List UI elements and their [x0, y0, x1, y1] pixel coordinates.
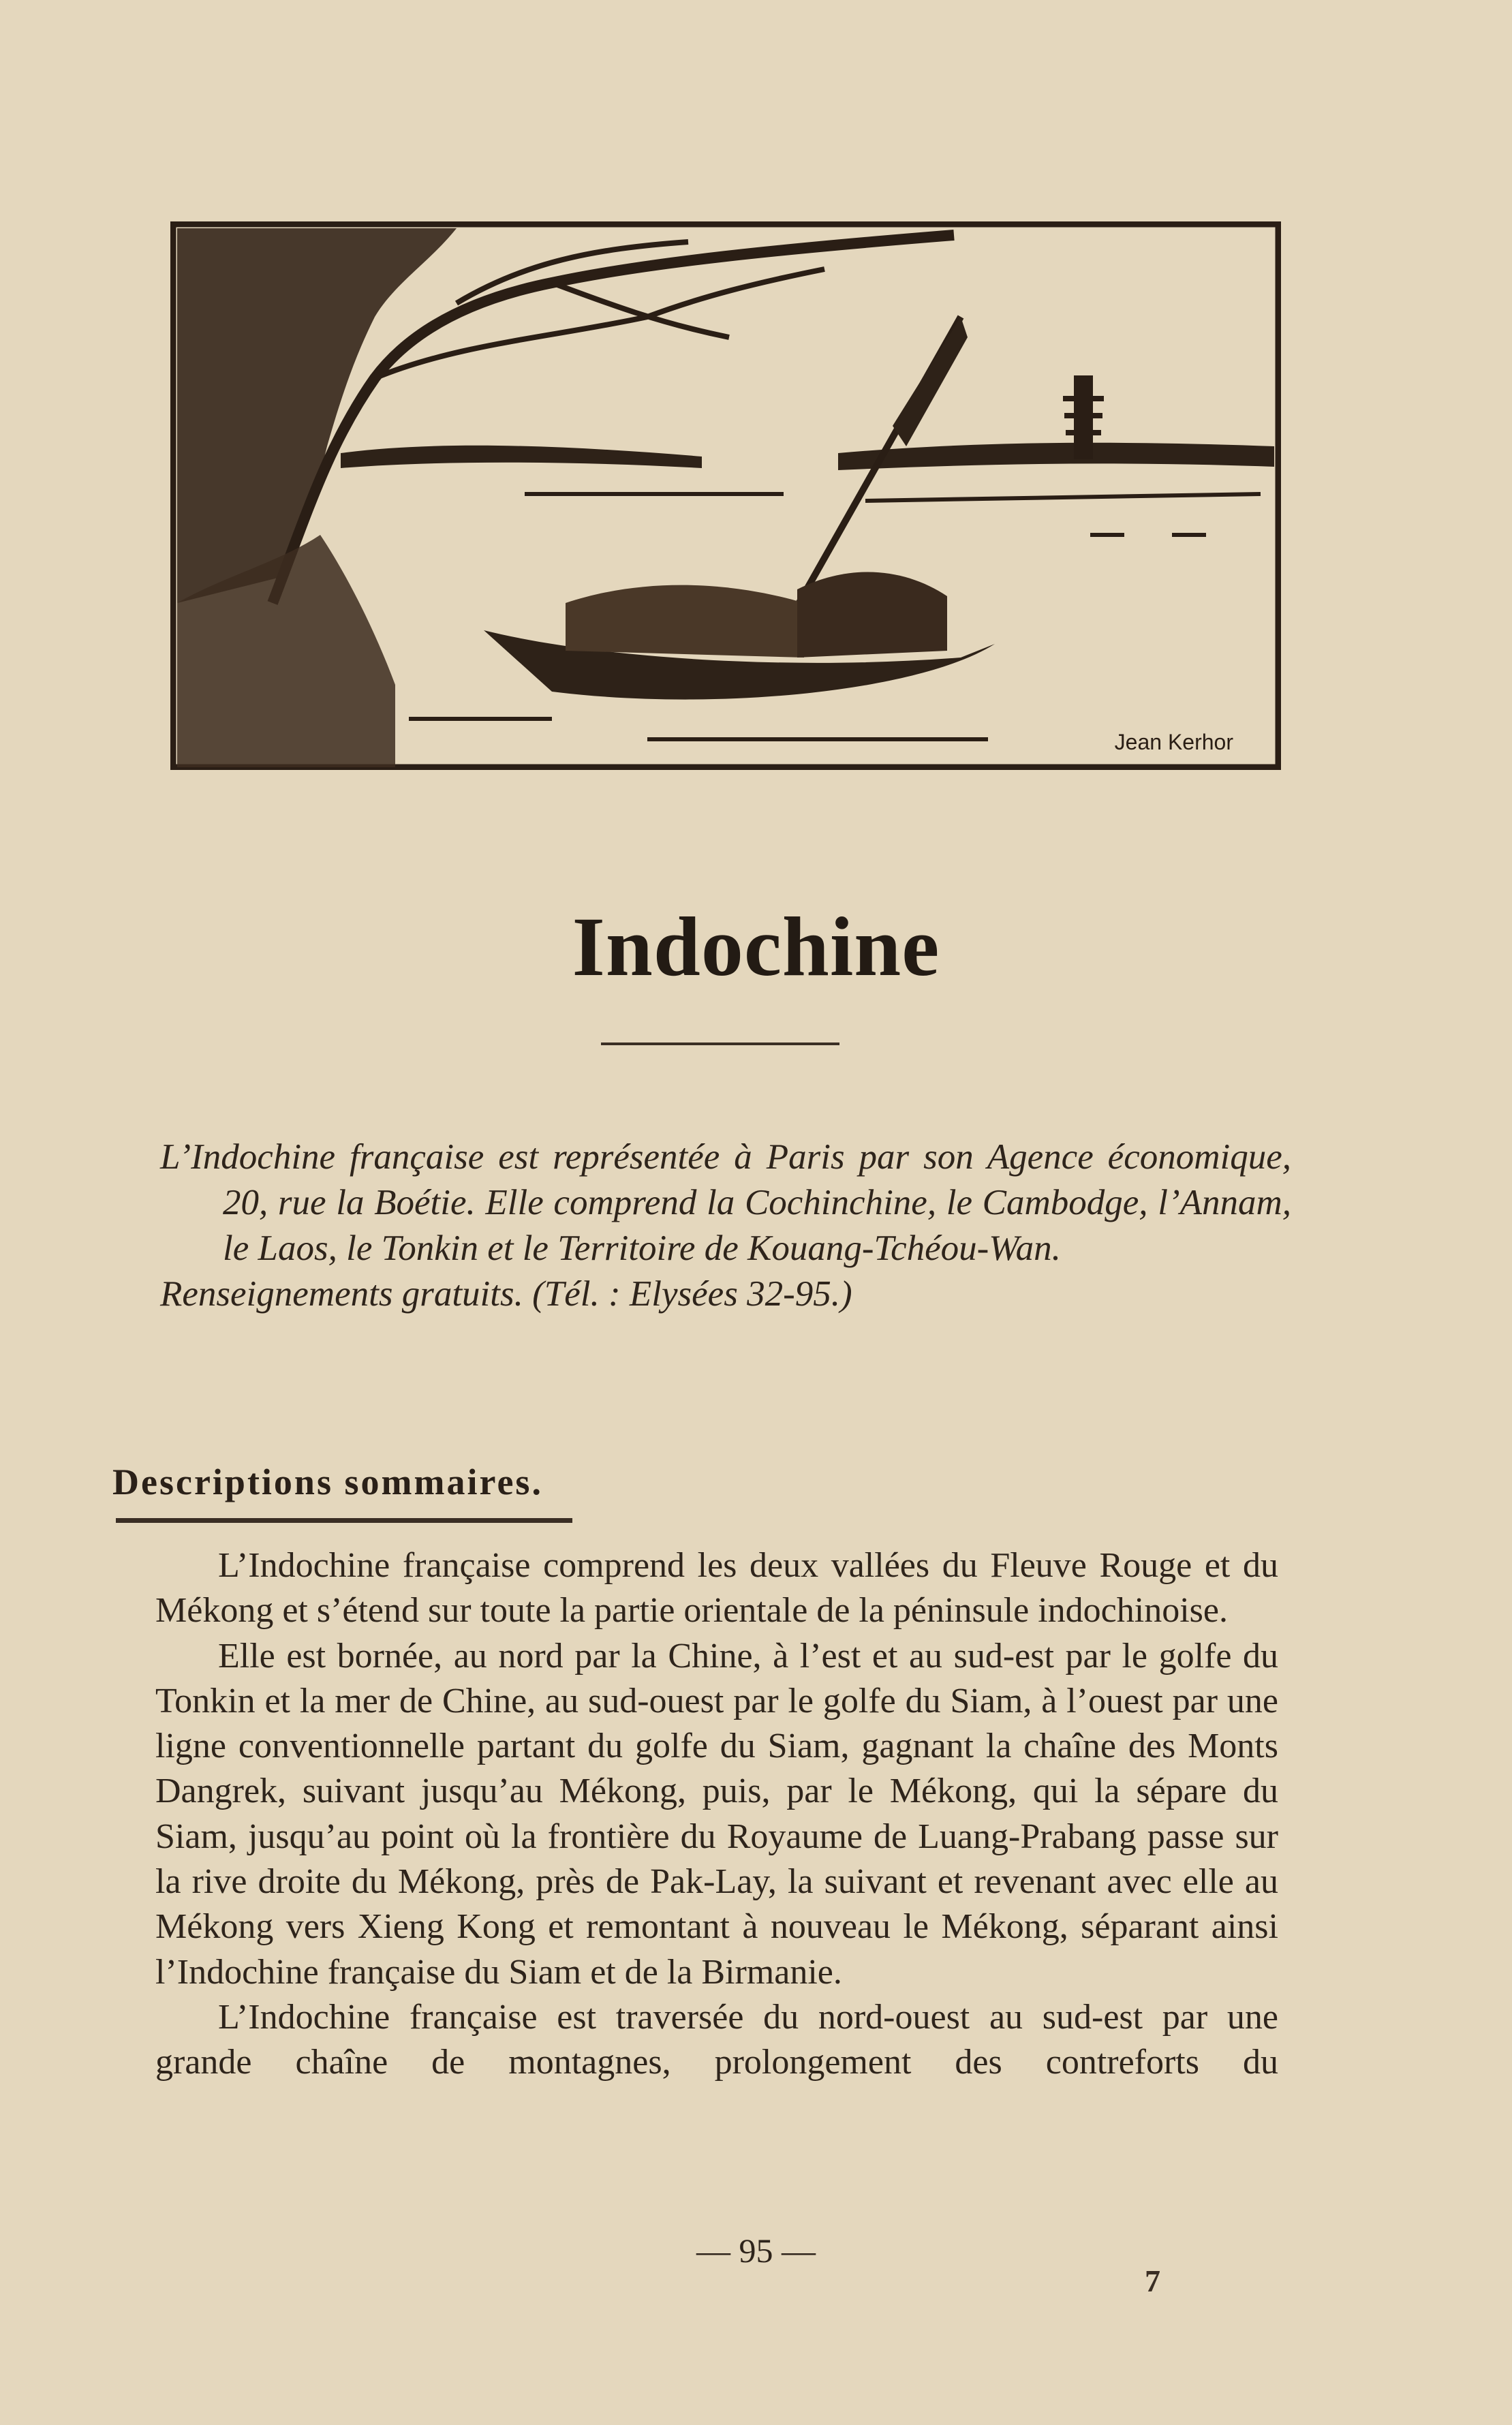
- paragraph: L’Indochine française comprend les deux vallées du Fleuve Rouge et du Mékong et s’étend sur toute la partie orientale de la péninsule indochinoise.: [155, 1546, 1278, 1631]
- boat-sail: [893, 317, 968, 446]
- river-boat-scene-image: [170, 221, 1281, 770]
- boat-cabin-rear: [797, 572, 947, 658]
- body-text: [155, 1543, 1278, 2086]
- agency-info: Renseignements gratuits. (Tél. : Elysées 32-95.): [160, 1274, 852, 1314]
- artist-signature: Jean Kerhor: [1114, 730, 1233, 754]
- section-underline: [116, 1518, 572, 1523]
- page-number: — 95 —: [696, 2231, 816, 2270]
- paragraph: Elle est bornée, au nord par la Chine, à l’est et au sud-est par le golfe du Tonkin et la mer de Chine, au sud-ouest par le golfe du Siam, à l’ouest par une ligne conventionnelle partant du golfe du Siam, gagnant la chaîne des Monts Dangrek, suivant jusqu’au Mékong, puis, par le Mékong, qui la sépare du Siam, jusqu’au point où la frontière du Royaume de Luang-Prabang passe sur la rive droite du Mékong, près de Pak-Lay, la suivant et revenant avec elle au Mékong vers Xieng Kong et remontant à nouveau le Mékong, séparant ainsi l’Indochine française du Siam et de la Birmanie.: [155, 1636, 1278, 1992]
- title-divider: [601, 1042, 839, 1045]
- agency-block: [160, 1134, 1291, 1317]
- far-shore-left: [341, 446, 702, 468]
- agency-text: L’Indochine française est représentée à Paris par son Agence économique, 20, rue la Boétie. Elle comprend la Cochinchine, le Cambodge, l’Annam, le Laos, le Tonkin et le Territoire de Kouang-Tchéou-Wan.: [160, 1137, 1291, 1268]
- page-title: Indochine: [572, 900, 940, 993]
- section-heading: Descriptions sommaires.: [112, 1462, 543, 1502]
- signature-mark: 7: [1145, 2264, 1160, 2298]
- boat-cabin: [566, 585, 804, 658]
- paragraph: L’Indochine française est traversée du nord-ouest au sud-est par une grande chaîne de montagnes, prolongement des contreforts du: [155, 1997, 1278, 2082]
- tree-twigs: [375, 242, 824, 378]
- woodcut-illustration: [170, 221, 1281, 770]
- far-shore-right: [838, 443, 1274, 470]
